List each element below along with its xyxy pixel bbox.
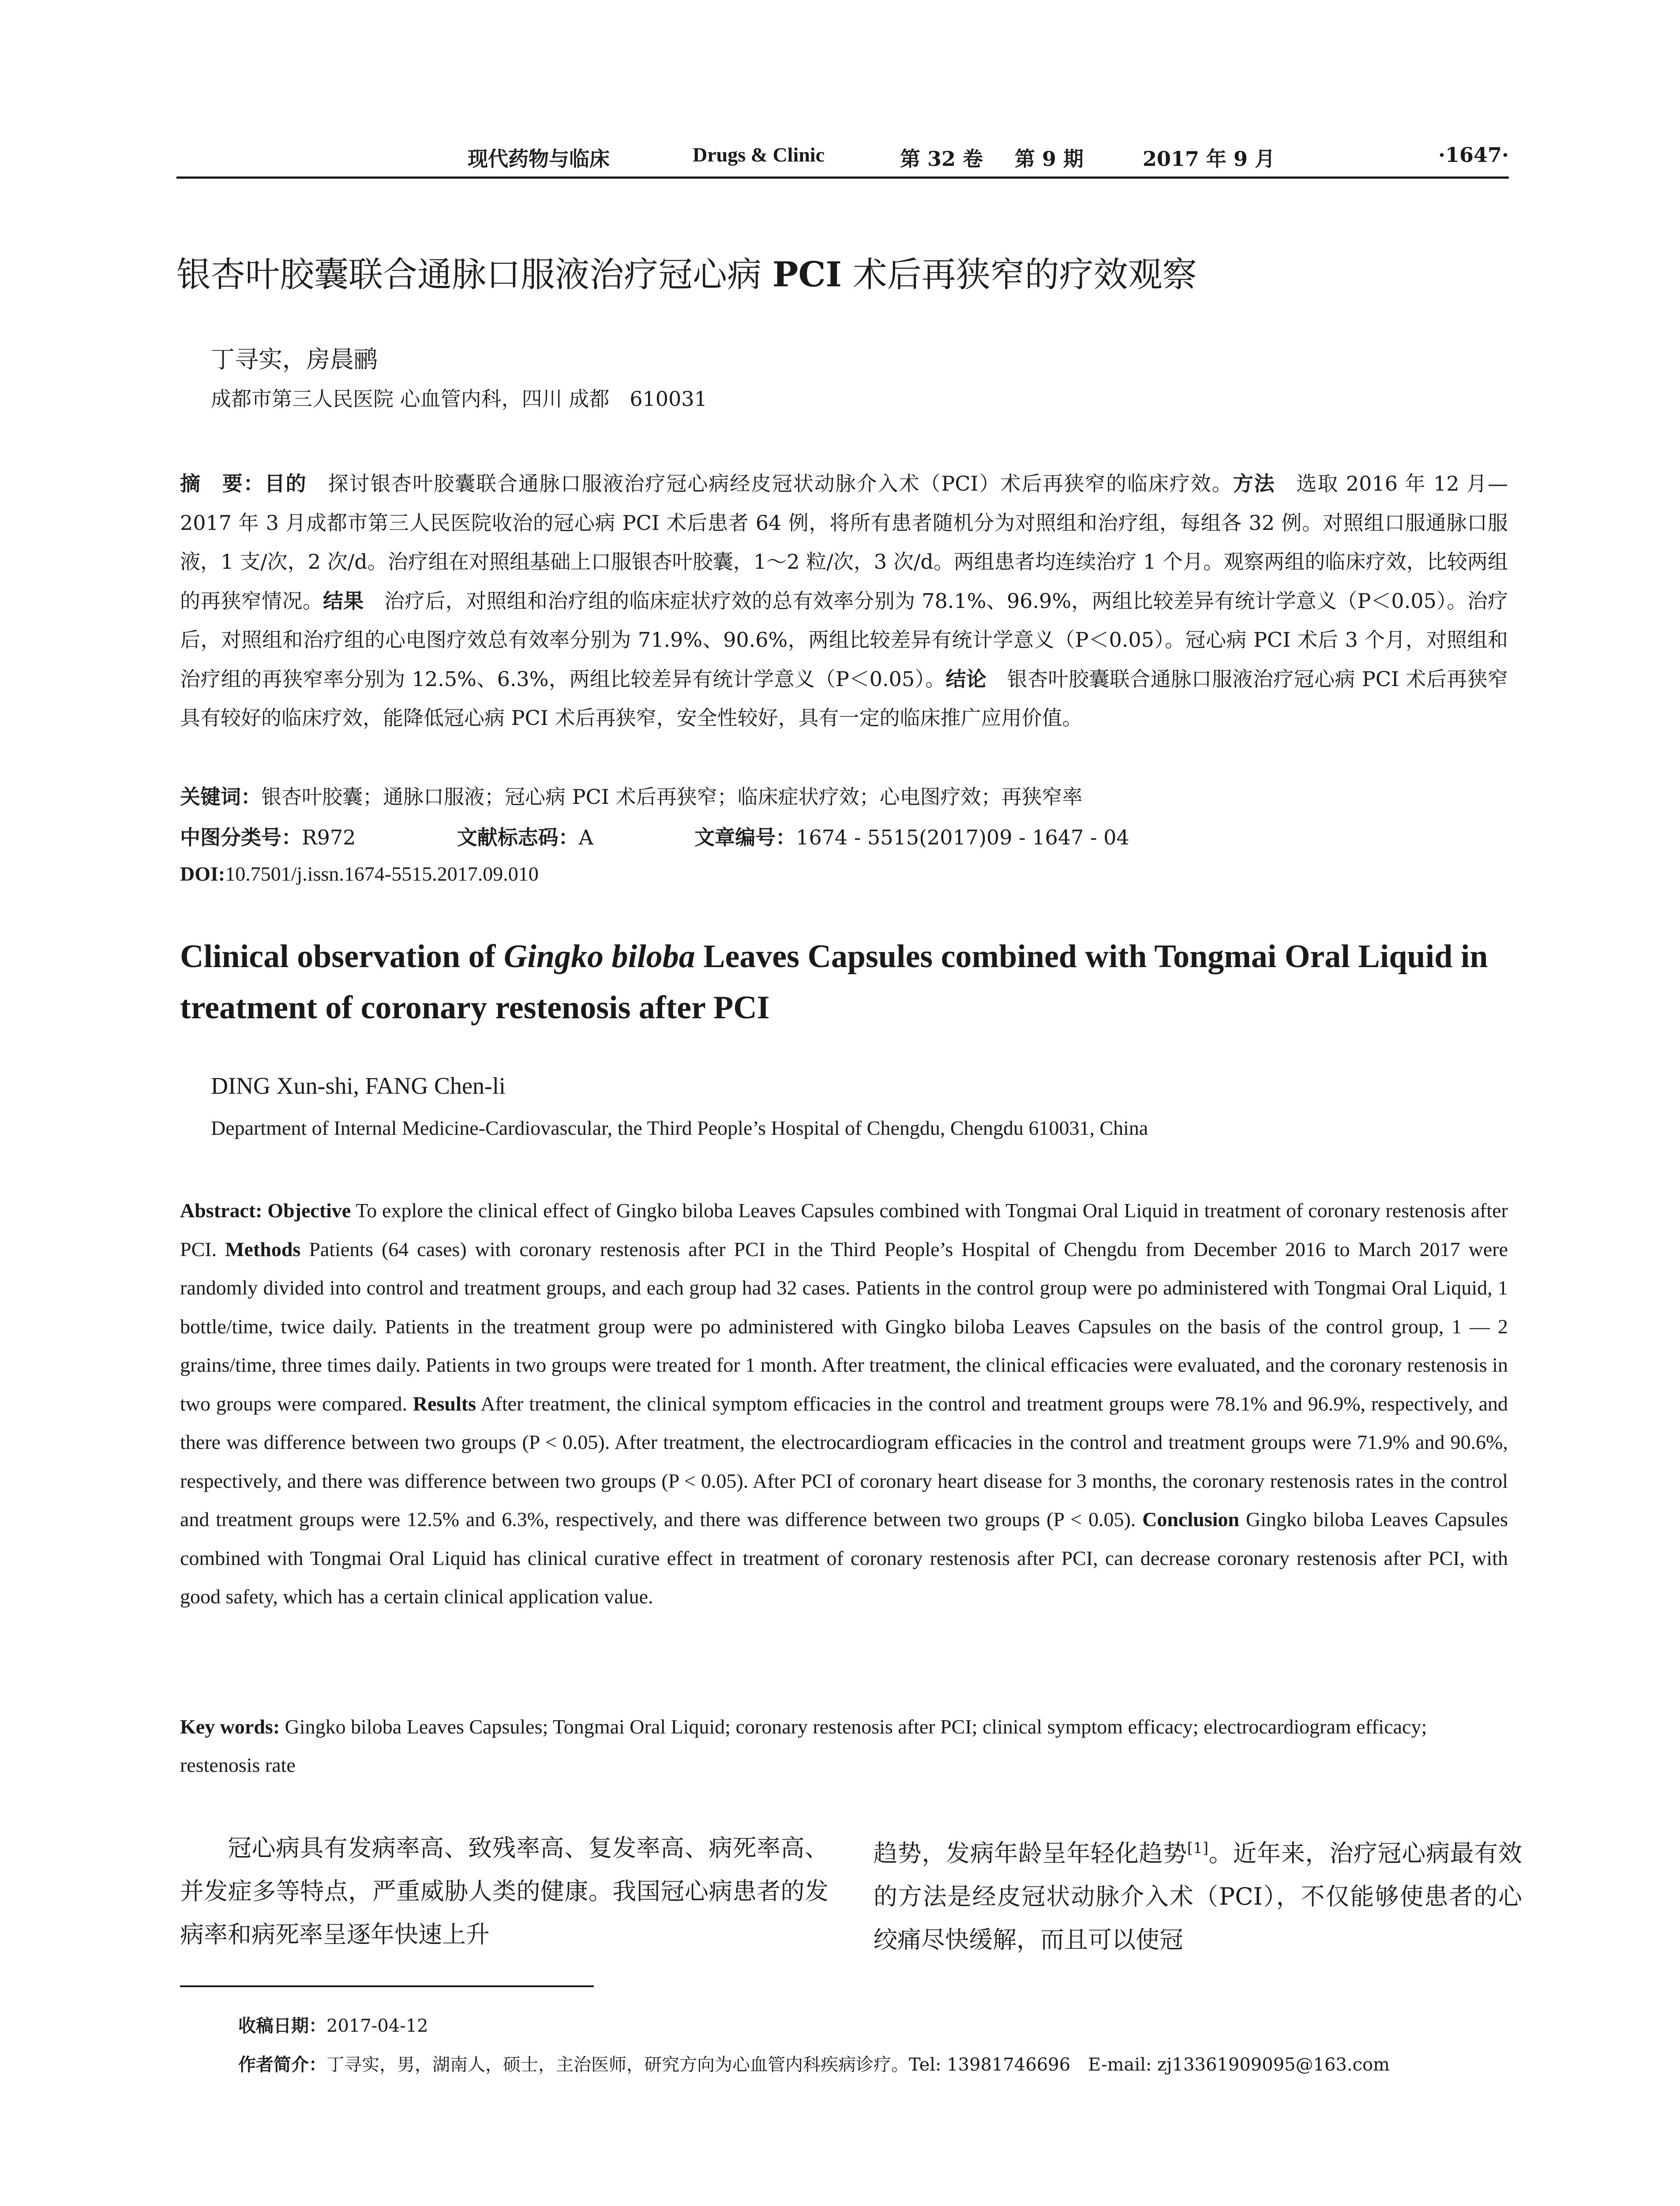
body-column-right: 趋势，发病年龄呈年轻化趋势[1]。近年来，治疗冠心病最有效的方法是经皮冠状动脉介入术（PCI），不仅能够使患者的心绞痛尽快缓解，而且可以使冠 bbox=[874, 1839, 1522, 1954]
affiliation-zh: 成都市第三人民医院 心血管内科，四川 成都 610031 bbox=[211, 387, 707, 411]
issue-date: 2017 年 9 月 bbox=[1143, 147, 1275, 171]
issue: 第 9 期 bbox=[1015, 147, 1084, 171]
volume: 第 32 卷 bbox=[900, 147, 983, 171]
journal-name-zh: 现代药物与临床 bbox=[468, 147, 610, 171]
footnote-rule bbox=[180, 1985, 594, 1987]
body-column-left: 冠心病具有发病率高、致残率高、复发率高、病死率高、并发症多等特点，严重威胁人类的健康。我国冠心病患者的发病率和病死率呈逐年快速上升 bbox=[180, 1834, 829, 1948]
page-number: ·1647· bbox=[1438, 143, 1509, 167]
running-header bbox=[176, 140, 1509, 176]
title-zh: 银杏叶胶囊联合通脉口服液治疗冠心病 PCI 术后再狭窄的疗效观察 bbox=[176, 255, 1197, 295]
affiliation-en: Department of Internal Medicine-Cardiovascular, the Third People’s Hospital of Chengdu, Chengdu 610031, China bbox=[211, 1117, 1148, 1139]
header-rule bbox=[176, 176, 1509, 179]
footnote-author: 作者简介：丁寻实，男，湖南人，硕士，主治医师，研究方向为心血管内科疾病诊疗。Tel: 13981746696 E-mail: zj13361909095@163.com bbox=[238, 2055, 1390, 2075]
classification-line: 中图分类号：R972 文献标志码：A 文章编号：1674 - 5515(2017)09 - 1647 - 04 bbox=[180, 825, 1129, 849]
abstract-zh: 摘 要：目的 探讨银杏叶胶囊联合通脉口服液治疗冠心病经皮冠状动脉介入术（PCI）术后再狭窄的临床疗效。方法 选取 2016 年 12 月—2017 年 3 月成都市第三人民医院收治的冠心病 PCI 术后患者 64 例，将所有患者随机分为对照组和治疗组，每组各 32 例。对照组口服通脉口服液，1 支/次，2 次/d。治疗组在对照组基础上口服银杏叶胶囊，1～2 粒/次，3 次/d。两组患者均连续治疗 1 个月。观察两组的临床疗效，比较两组的再狭窄情况。结果 治疗后，对照组和治疗组的临床症状疗效的总有效率分别为 78.1%、96.9%，两组比较差异有统计学意义（P＜0.05）。治疗后，对照组和治疗组的心电图疗效总有效率分别为 71.9%、90.6%，两组比较差异有统计学意义（P＜0.05）。冠心病 PCI 术后 3 个月，对照组和治疗组的再狭窄率分别为 12.5%、6.3%，两组比较差异有统计学意义（P＜0.05）。结论 银杏叶胶囊联合通脉口服液治疗冠心病 PCI 术后再狭窄具有较好的临床疗效，能降低冠心病 PCI 术后再狭窄，安全性较好，具有一定的临床推广应用价值。 bbox=[180, 472, 1508, 730]
doi-line: DOI:10.7501/j.issn.1674-5515.2017.09.010 bbox=[180, 863, 539, 885]
authors-zh: 丁寻实，房晨鹂 bbox=[211, 345, 378, 373]
title-en: Clinical observation of Gingko biloba Leaves Capsules combined with Tongmai Oral Liquid in treatment of coronary restenosis after PCI bbox=[180, 938, 1488, 1026]
keywords-zh: 关键词：银杏叶胶囊；通脉口服液；冠心病 PCI 术后再狭窄；临床症状疗效；心电图疗效；再狭窄率 bbox=[180, 785, 1083, 809]
footnote-received: 收稿日期：2017-04-12 bbox=[238, 2016, 428, 2036]
keywords-en: Key words: Gingko biloba Leaves Capsules; Tongmai Oral Liquid; coronary restenosis after PCI; clinical symptom efficacy; electrocardiogram efficacy; restenosis rate bbox=[180, 1715, 1427, 1776]
journal-name-en: Drugs & Clinic bbox=[693, 143, 825, 166]
abstract-en: Abstract: Objective To explore the clinical effect of Gingko biloba Leaves Capsules combined with Tongmai Oral Liquid in treatment of coronary restenosis after PCI. Methods Patients (64 cases) with coronary restenosis after PCI in the Third People’s Hospital of Chengdu from December 2016 to March 2017 were randomly divided into control and treatment groups, and each group had 32 cases. Patients in the control group were po administered with Tongmai Oral Liquid, 1 bottle/time, twice daily. Patients in the treatment group were po administered with Gingko biloba Leaves Capsules on the basis of the control group, 1 — 2 grains/time, three times daily. Patients in two groups were treated for 1 month. After treatment, the clinical efficacies were evaluated, and the coronary restenosis in two groups were compared. Results After treatment, the clinical symptom efficacies in the control and treatment groups were 78.1% and 96.9%, respectively, and there was difference between two groups (P < 0.05). After treatment, the electrocardiogram efficacies in the control and treatment groups were 71.9% and 90.6%, respectively, and there was difference between two groups (P < 0.05). After PCI of coronary heart disease for 3 months, the coronary restenosis rates in the control and treatment groups were 12.5% and 6.3%, respectively, and there was difference between two groups (P < 0.05). Conclusion Gingko biloba Leaves Capsules combined with Tongmai Oral Liquid has clinical curative effect in treatment of coronary restenosis after PCI, can decrease coronary restenosis after PCI, with good safety, which has a certain clinical application value. bbox=[180, 1199, 1508, 1608]
citation-ref[interactable]: [1] bbox=[1187, 1839, 1209, 1857]
authors-en: DING Xun-shi, FANG Chen-li bbox=[211, 1073, 506, 1099]
